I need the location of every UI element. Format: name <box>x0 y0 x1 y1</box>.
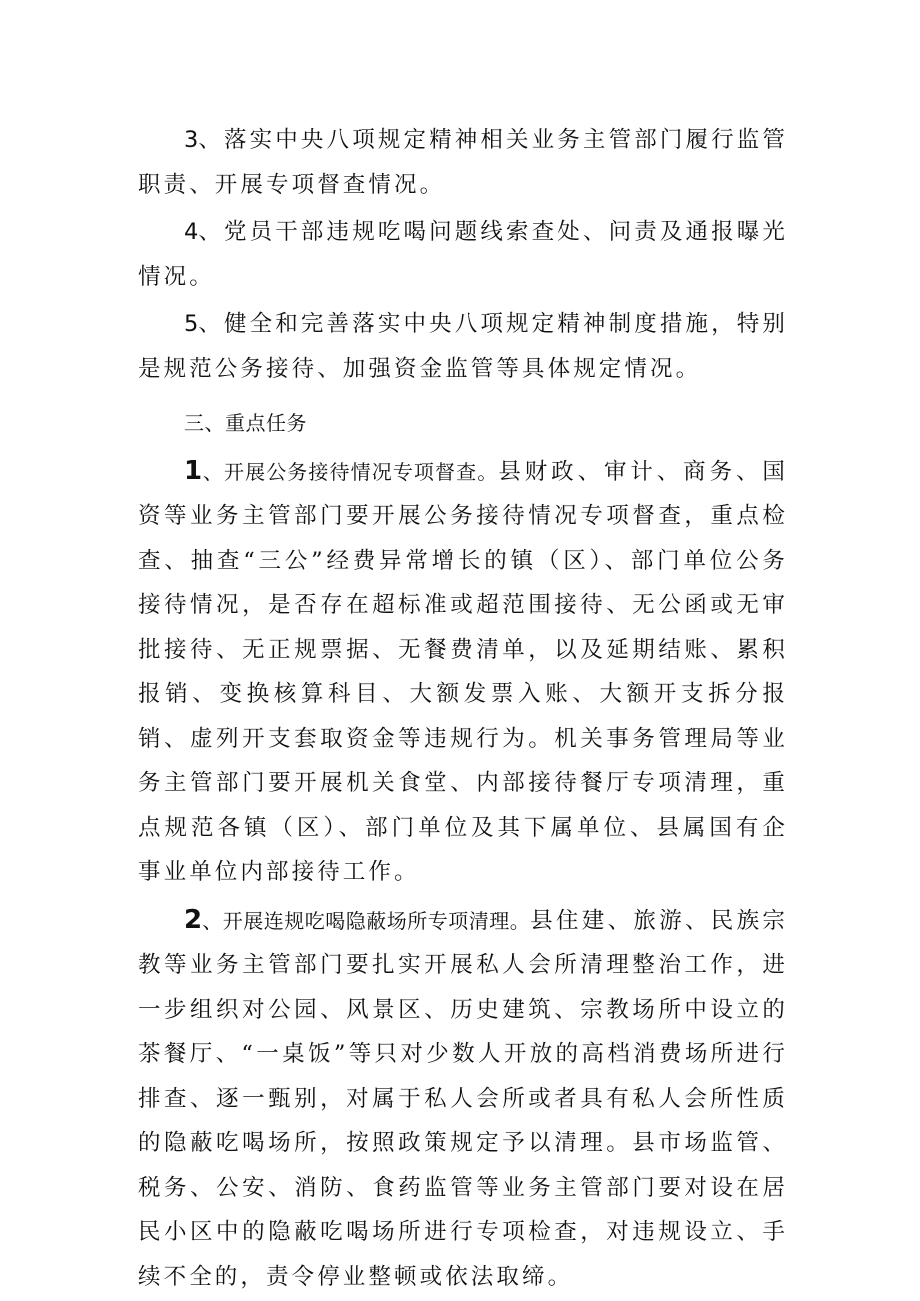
task-number: 1 <box>184 455 203 486</box>
task-lead: 、开展公务接待情况专项督查。 <box>202 459 499 484</box>
task-1 <box>138 449 788 895</box>
task-text: 县住建、旅游、民族宗教等业务主管部门要扎实开展私人会所清理整治工作，进一步组织对公园、风景区、历史建筑、宗教场所中设立的茶餐厅、“一桌饭”等只对少数人开放的高档消费场所进行排查、逐一甄别，对属于私人会所或者具有私人会所性质的隐蔽吃喝场所，按照政策规定予以清理。县市场监管、税务、公安、消防、食药监管等业务主管部门要对设在居民小区中的隐蔽吃喝场所进行专项检查，对违规设立、手续不全的，责令停业整顿或依法取缔。 <box>138 907 788 1290</box>
item-number: 5 <box>184 311 199 337</box>
item-number: 4 <box>184 219 199 245</box>
item-3 <box>138 118 788 207</box>
task-lead: 、开展连规吃喝隐蔽场所专项清理。 <box>202 908 531 933</box>
item-text: 、落实中央八项规定精神相关业务主管部门履行监管职责、开展专项督查情况。 <box>138 127 788 198</box>
task-text: 县财政、审计、商务、国资等业务主管部门要开展公务接待情况专项督查，重点检查、抽查“三公”经费异常增长的镇（区）、部门单位公务接待情况，是否存在超标准或超范围接待、无公函或无审批接待、无正规票据、无餐费清单，以及延期结账、累积报销、变换核算科目、大额发票入账、大额开支拆分报销、虚列开支套取资金等违规行为。机关事务管理局等业务主管部门要开展机关食堂、内部接待餐厅专项清理，重点规范各镇（区）、部门单位及其下属单位、县属国有企事业单位内部接待工作。 <box>138 458 788 885</box>
task-2 <box>138 898 788 1300</box>
document-page <box>138 118 788 1299</box>
item-4 <box>138 210 788 299</box>
section-heading: 三、重点任务 <box>184 411 307 435</box>
item-text: 、健全和完善落实中央八项规定精神制度措施，特别是规范公务接待、加强资金监管等具体规定情况。 <box>138 311 788 382</box>
item-text: 、党员干部违规吃喝问题线索查处、问责及通报曝光情况。 <box>138 219 788 290</box>
task-number: 2 <box>184 904 203 935</box>
item-5 <box>138 302 788 391</box>
item-number: 3 <box>184 127 199 153</box>
